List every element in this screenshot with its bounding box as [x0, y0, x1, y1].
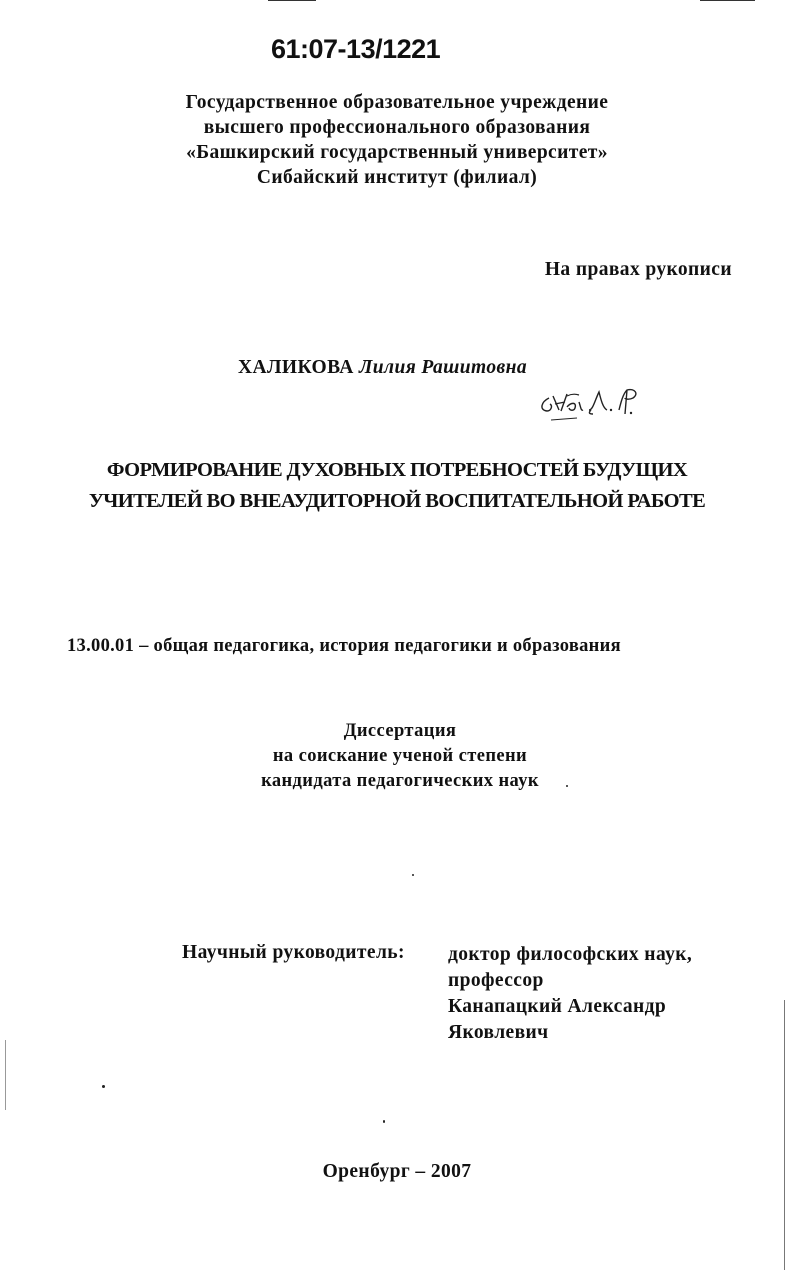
advisor-line: Канапацкий Александр — [448, 996, 667, 1017]
author-surname: ХАЛИКОВА — [238, 357, 354, 378]
handwritten-signature — [535, 380, 650, 428]
degree-line: кандидата педагогических наук — [261, 771, 539, 791]
scan-speck — [412, 874, 414, 876]
advisor-line: профессор — [448, 970, 544, 991]
degree-line: Диссертация — [343, 721, 457, 741]
specialty-code: 13.00.01 – общая педагогика, история педагогики и образования — [67, 636, 621, 656]
archive-stamp-number: 61:07-13/1221 — [271, 34, 441, 64]
degree-block — [0, 719, 794, 794]
scan-edge-left — [5, 1040, 6, 1110]
advisor-line: доктор философских наук, — [448, 944, 693, 965]
advisor-line: Яковлевич — [448, 1022, 549, 1043]
institution-line: Государственное образовательное учреждение — [185, 92, 609, 113]
scan-speck — [566, 785, 568, 787]
institution-block — [0, 90, 794, 190]
scan-edge-right — [784, 1000, 785, 1270]
scan-speck — [102, 1085, 105, 1088]
author-name — [238, 357, 527, 379]
institution-line: Сибайский институт (филиал) — [256, 167, 538, 188]
scan-edge-top-left — [268, 0, 316, 1]
author-given-names: Лилия Рашитовна — [359, 357, 527, 378]
scan-edge-top-right — [700, 0, 755, 1]
city-year: Оренбург – 2007 — [322, 1161, 472, 1182]
institution-line: высшего профессионального образования — [203, 117, 591, 138]
institution-line: «Башкирский государственный университет» — [186, 142, 608, 163]
title-line: ФОРМИРОВАНИЕ ДУХОВНЫХ ПОТРЕБНОСТЕЙ БУДУЩИХ — [106, 459, 688, 481]
advisor-label: Научный руководитель: — [182, 942, 405, 963]
title-line: УЧИТЕЛЕЙ ВО ВНЕАУДИТОРНОЙ ВОСПИТАТЕЛЬНОЙ РАБОТЕ — [88, 490, 706, 512]
dissertation-title — [0, 455, 794, 517]
scan-speck — [383, 1120, 385, 1123]
advisor-details — [448, 942, 692, 1046]
degree-line: на соискание ученой степени — [272, 746, 528, 766]
rights-note: На правах рукописи — [544, 259, 732, 280]
